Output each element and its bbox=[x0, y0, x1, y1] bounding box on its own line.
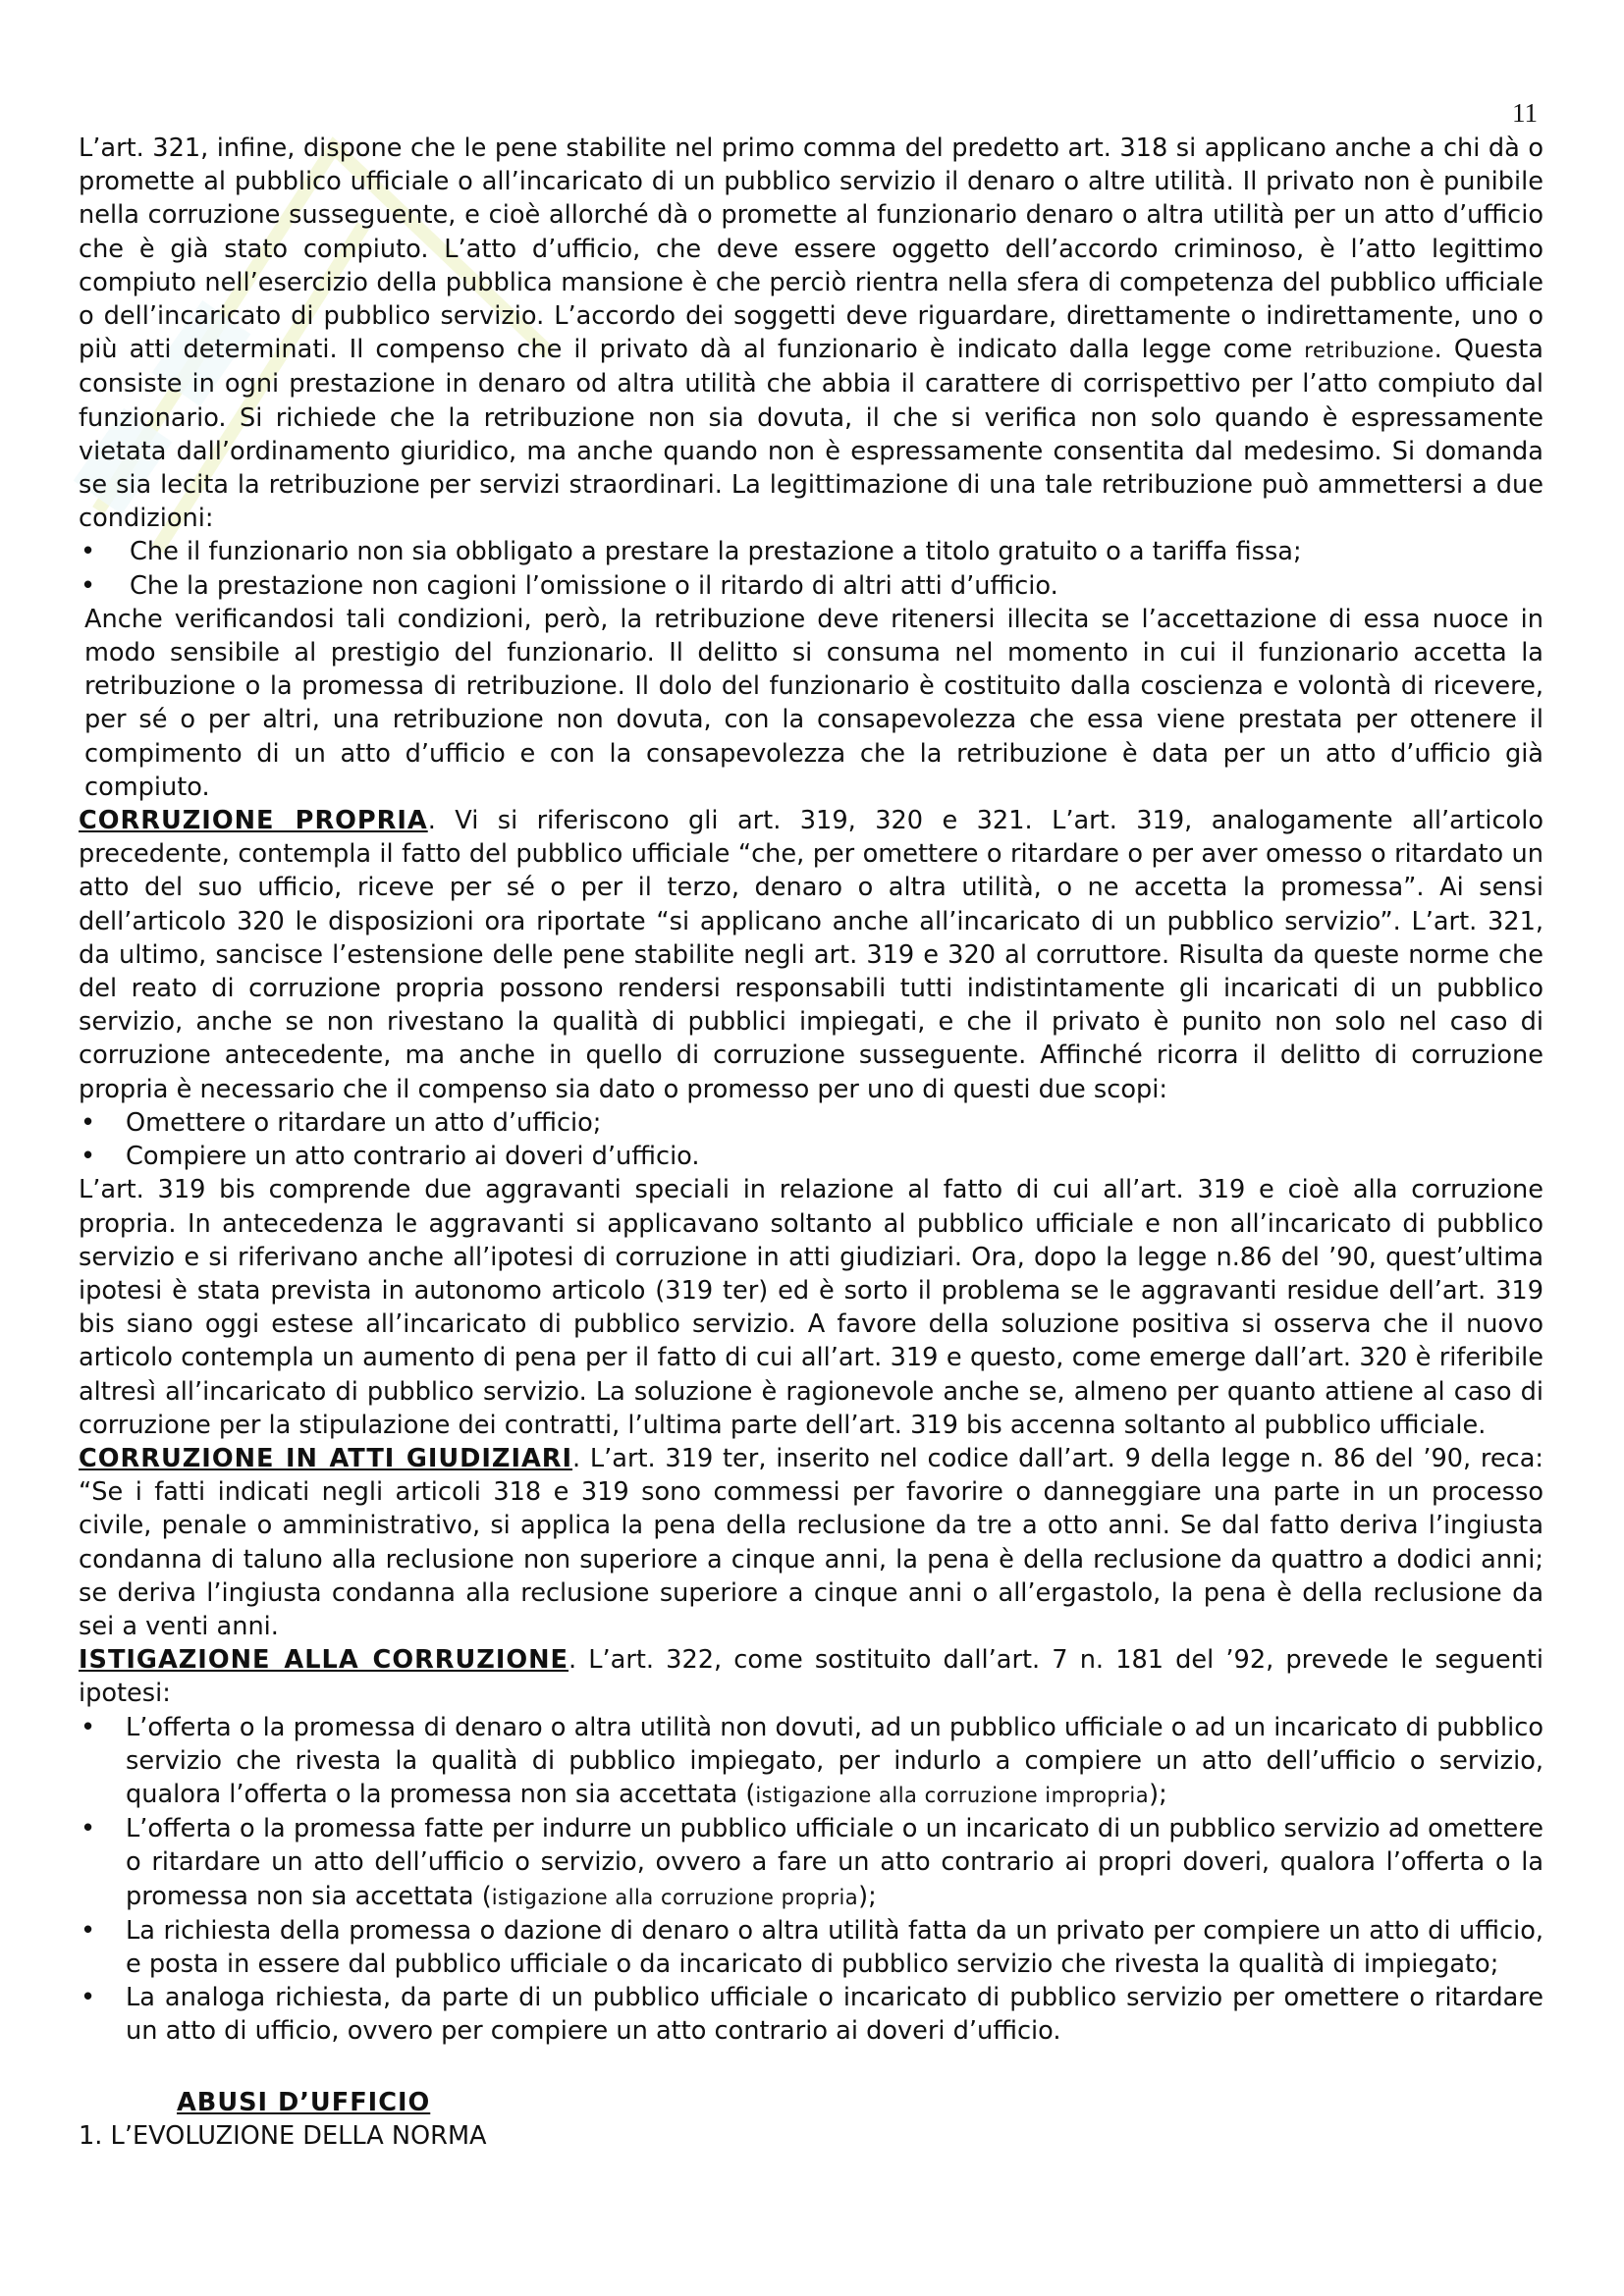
bullet-icon: • bbox=[81, 1814, 96, 1844]
heading-corruzione-atti-giudiziari: CORRUZIONE IN ATTI GIUDIZIARI bbox=[79, 1443, 573, 1473]
section-corruzione-atti-giudiziari: CORRUZIONE IN ATTI GIUDIZIARI. L’art. 319 ter, inserito nel codice dall’art. 9 della legge n. 86 del ’90, reca: “Se i fatti indicati negli articoli 318 e 319 sono commessi per favorire o danneggiare una parte in un processo civile, penale o amministrativo, si applica la pena della reclusione da tre a otto anni. Se dal fatto deriva l’ingiusta condanna di taluno alla reclusione non superiore a cinque anni, la pena è della reclusione da quattro a dodici anni; se deriva l’ingiusta condanna alla reclusione superiore a cinque anni o all’ergastolo, la pena è della reclusione da sei a venti anni. bbox=[79, 1443, 1543, 1641]
section-corruzione-propria: CORRUZIONE PROPRIA. Vi si riferiscono gli art. 319, 320 e 321. L’art. 319, analogamente all’articolo precedente, contempla il fatto del pubblico ufficiale “che, per omettere o ritardare o per aver omesso o ritardato un atto del suo ufficio, riceve per sé o per il terzo, denaro o altra utilità, o ne accetta la promessa”. Ai sensi dell’articolo 320 le disposizioni ora riportate “si applicano anche all’incaricato di un pubblico servizio”. L’art. 321, da ultimo, sancisce l’estensione delle pene stabilite negli art. 319 e 320 al corruttore. Risulta da queste norme che del reato di corruzione propria possono rendersi responsabili tutti indistintamente gli incaricati di un pubblico servizio, anche se non rivestano la qualità di pubblici impiegati, e che il privato è punito non solo nel caso di corruzione antecedente, ma anche in quello di corruzione susseguente. Affinché ricorra il delitto di corruzione propria è necessario che il compenso sia dato o promesso per uno di questi due scopi: bbox=[79, 806, 1543, 1104]
term-retribuzione: retribuzione bbox=[1304, 339, 1435, 363]
subsection-title: 1. L’EVOLUZIONE DELLA NORMA bbox=[79, 2120, 487, 2151]
list-item: • L’offerta o la promessa di denaro o altra utilità non dovuti, ad un pubblico ufficiale o ad un incaricato di pubblico servizio che rivesta la qualità di pubblico impiegato, per indurlo a compiere un atto dell’ufficio o servizio, qualora l’offerta o la promessa non sia accettata (istigazione alla corruzione impropria); bbox=[81, 1712, 1543, 1809]
list-item: • Compiere un atto contrario ai doveri d’ufficio. bbox=[79, 1140, 1543, 1173]
list-item: • Che la prestazione non cagioni l’omissione o il ritardo di altri atti d’ufficio. bbox=[79, 569, 1543, 603]
bullet-icon: • bbox=[81, 1107, 96, 1138]
conditions-list bbox=[79, 535, 1543, 602]
paragraph-art-319-bis: L’art. 319 bis comprende due aggravanti speciali in relazione al fatto di cui all’art. 319 e cioè alla corruzione propria. In antecedenza le aggravanti si applicavano soltanto al pubblico ufficiale e non all’incaricato di pubblico servizio e si riferivano anche all’ipotesi di corruzione in atti giudiziari. Ora, dopo la legge n.86 del ’90, quest’ultima ipotesi è stata prevista in autonomo articolo (319 ter) ed è sorto il problema se le aggravanti residue dell’art. 319 bis siano oggi estese all’incaricato di pubblico servizio. A favore della soluzione positiva si osserva che il nuovo articolo contempla un aumento di pena per il fatto di cui all’art. 319 e questo, come emerge dall’art. 320 è riferibile altresì all’incaricato di pubblico servizio. La soluzione è ragionevole anche se, almeno per quanto attiene al caso di corruzione per la stipulazione dei contratti, l’ultima parte dell’art. 319 bis accenna soltanto al pubblico ufficiale. bbox=[79, 1175, 1543, 1440]
bullet-icon: • bbox=[81, 1712, 96, 1742]
list-item: • Che il funzionario non sia obbligato a prestare la prestazione a titolo gratuito o a tariffa fissa; bbox=[79, 535, 1543, 568]
section-istigazione: ISTIGAZIONE ALLA CORRUZIONE. L’art. 322, come sostituito dall’art. 7 n. 181 del ’92, prevede le seguenti ipotesi: bbox=[79, 1645, 1543, 1709]
paragraph-condizioni: Anche verificandosi tali condizioni, però, la retribuzione deve ritenersi illecita se l’accettazione di essa nuoce in modo sensibile al prestigio del funzionario. Il delitto si consuma nel momento in cui il funzionario accetta la retribuzione o la promessa di retribuzione. Il dolo del funzionario è costituito dalla coscienza e volontà di ricevere, per sé o per altri, una retribuzione non dovuta, con la consapevolezza che essa viene prestata per ottenere il compimento di un atto d’ufficio e con la consapevolezza che la retribuzione è data per un atto d’ufficio già compiuto. bbox=[84, 604, 1543, 802]
list-item: • Omettere o ritardare un atto d’ufficio; bbox=[79, 1106, 1543, 1140]
page-number: 11 bbox=[1512, 98, 1538, 128]
hypotheses-list bbox=[79, 1711, 1543, 2049]
list-item: • L’offerta o la promessa fatte per indurre un pubblico ufficiale o un incaricato di un pubblico servizio ad omettere o ritardare un atto dell’ufficio o servizio, ovvero a fare un atto contrario ai propri doveri, qualora l’offerta o la promessa non sia accettata (istigazione alla corruzione propria); bbox=[81, 1814, 1543, 1911]
scopes-list bbox=[79, 1106, 1543, 1173]
bullet-icon: • bbox=[81, 537, 96, 567]
heading-corruzione-propria: CORRUZIONE PROPRIA bbox=[79, 806, 428, 836]
bullet-icon: • bbox=[81, 1915, 96, 1946]
list-item: • La richiesta della promessa o dazione di denaro o altra utilità fatta da un privato per compiere un atto di ufficio, e posta in essere dal pubblico ufficiale o da incaricato di pubblico servizio che rivesta la qualità di impiegato; bbox=[81, 1915, 1543, 1979]
bullet-icon: • bbox=[81, 1142, 96, 1172]
document-body bbox=[79, 132, 1543, 2153]
list-item: • La analoga richiesta, da parte di un pubblico ufficiale o incaricato di pubblico servizio per omettere o ritardare un atto di ufficio, ovvero per compiere un atto contrario ai doveri d’ufficio. bbox=[81, 1983, 1543, 2047]
spacer bbox=[79, 2049, 1543, 2086]
paragraph-art-321: L’art. 321, infine, dispone che le pene stabilite nel primo comma del predetto art. 318 si applicano anche a chi dà o promette al pubblico ufficiale o all’incaricato di un pubblico servizio il denaro o altre utilità. Il privato non è punibile nella corruzione susseguente, e cioè allorché dà o promette al funzionario denaro o altra utilità per un atto d’ufficio che è già stato compiuto. L’atto d’ufficio, che deve essere oggetto dell’accordo criminoso, è l’atto legittimo compiuto nell’esercizio della pubblica mansione è che perciò rientra nella sfera di competenza del pubblico ufficiale o dell’incaricato di pubblico servizio. L’accordo dei soggetti deve riguardare, direttamente o indirettamente, uno o più atti determinati. Il compenso che il privato dà al funzionario è indicato dalla legge come retribuzione. Questa consiste in ogni prestazione in denaro od altra utilità che abbia il carattere di corrispettivo per l’atto compiuto dal funzionario. Si richiede che la retribuzione non sia dovuta, il che si verifica non solo quando è espressamente vietata dall’ordinamento giuridico, ma anche quando non è espressamente consentita dal medesimo. Si domanda se sia lecita la retribuzione per servizi straordinari. La legittimazione di una tale retribuzione può ammettersi a due condizioni: bbox=[79, 133, 1543, 534]
heading-istigazione: ISTIGAZIONE ALLA CORRUZIONE bbox=[79, 1645, 569, 1676]
bullet-icon: • bbox=[81, 1983, 96, 2013]
section-title-abusi: ABUSI D’UFFICIO bbox=[177, 2087, 431, 2117]
bullet-icon: • bbox=[81, 570, 96, 601]
